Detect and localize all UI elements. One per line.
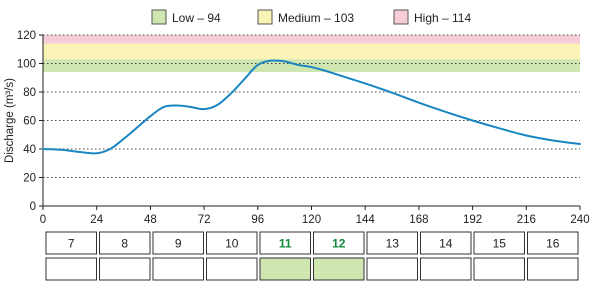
x-tick-label-1: 24: [90, 214, 104, 226]
day-label-0: 7: [67, 236, 75, 251]
x-tick-label-6: 144: [355, 214, 375, 226]
x-tick-label-8: 192: [463, 214, 483, 226]
legend-swatch-2: [394, 10, 408, 24]
day-label-9: 16: [546, 236, 560, 251]
legend-label-1: Medium – 103: [278, 11, 355, 25]
day-label-5: 12: [332, 236, 346, 251]
day-status-cell-3: [207, 258, 258, 280]
day-label-6: 13: [385, 236, 399, 251]
discharge-series-line-0: [43, 60, 580, 153]
y-tick-label-3: 60: [23, 115, 36, 128]
x-tick-label-10: 240: [570, 214, 590, 226]
legend-label-2: High – 114: [414, 11, 472, 25]
day-status-cell-4: [260, 258, 311, 280]
y-axis-title: Discharge (m³/s): [4, 78, 16, 163]
day-status-cell-2: [153, 258, 204, 280]
day-label-1: 8: [121, 236, 129, 251]
day-status-cell-5: [314, 258, 365, 280]
x-tick-label-7: 168: [409, 214, 429, 226]
threshold-band-1: [43, 44, 580, 60]
x-tick-label-5: 120: [301, 214, 322, 226]
y-tick-label-4: 80: [23, 87, 36, 99]
day-label-7: 14: [439, 236, 453, 251]
day-label-3: 10: [225, 236, 239, 251]
y-tick-label-2: 40: [23, 144, 36, 156]
day-status-cell-9: [528, 258, 579, 280]
y-tick-label-1: 20: [23, 172, 36, 185]
legend-label-0: Low – 94: [172, 11, 221, 25]
day-status-cell-1: [100, 258, 151, 280]
legend-swatch-1: [258, 10, 272, 24]
day-status-cell-0: [46, 258, 97, 280]
x-tick-label-0: 0: [39, 214, 47, 226]
day-status-cell-8: [474, 258, 525, 280]
y-tick-label-0: 0: [29, 201, 36, 213]
day-label-8: 15: [492, 236, 506, 251]
day-label-4: 11: [278, 236, 292, 251]
x-tick-label-3: 72: [197, 214, 211, 226]
threshold-band-2: [43, 35, 580, 44]
y-tick-label-6: 120: [16, 30, 36, 42]
x-tick-label-2: 48: [144, 214, 157, 226]
x-tick-label-4: 96: [251, 214, 265, 226]
day-status-cell-7: [421, 258, 472, 280]
y-tick-label-5: 100: [16, 58, 36, 71]
threshold-band-0: [43, 59, 580, 72]
day-label-2: 9: [174, 236, 182, 251]
legend-swatch-0: [152, 10, 166, 24]
x-tick-label-9: 216: [516, 214, 536, 226]
day-status-cell-6: [367, 258, 418, 280]
